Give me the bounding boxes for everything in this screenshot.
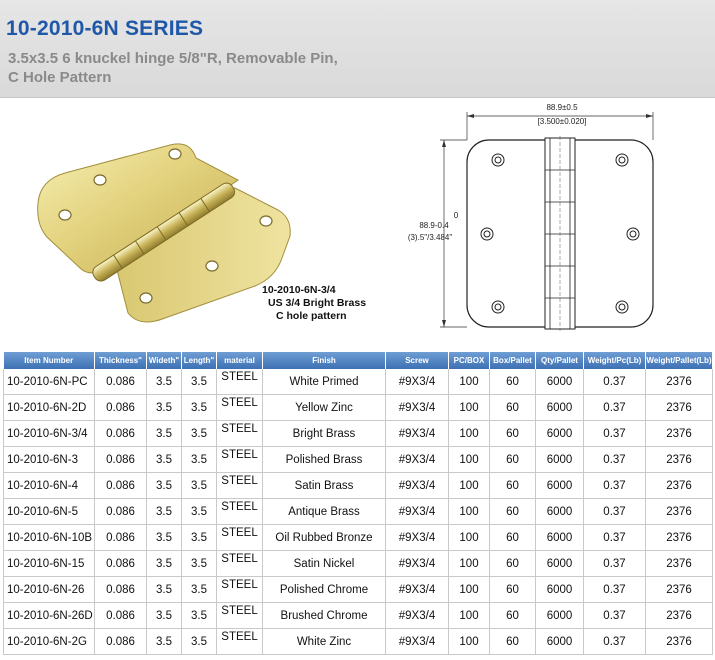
table-cell: 3.5 (147, 629, 182, 655)
table-cell: STEEL (217, 577, 263, 603)
table-row (4, 499, 713, 525)
table-cell: 100 (449, 369, 490, 395)
column-header: Screw (386, 352, 449, 369)
table-cell: 100 (449, 447, 490, 473)
table-header-row (4, 352, 713, 369)
table-cell: 6000 (536, 629, 584, 655)
table-cell: 6000 (536, 577, 584, 603)
table-cell: 3.5 (182, 577, 217, 603)
table-cell: #9X3/4 (386, 369, 449, 395)
subtitle-line-1: 3.5x3.5 6 knuckel hinge 5/8"R, Removable Pin, (8, 50, 338, 67)
table-cell: 60 (490, 369, 536, 395)
column-header: PC/BOX (449, 352, 490, 369)
table-cell: 100 (449, 551, 490, 577)
table-cell: 0.37 (584, 421, 646, 447)
table-cell: 6000 (536, 473, 584, 499)
table-cell: STEEL (217, 603, 263, 629)
table-cell: White Primed (263, 369, 386, 395)
table-row (4, 629, 713, 655)
table-cell: 10-2010-6N-4 (4, 473, 95, 499)
table-cell: 0.37 (584, 525, 646, 551)
table-cell: 0.086 (95, 603, 147, 629)
table-cell: 6000 (536, 447, 584, 473)
caption-hole-pattern: C hole pattern (276, 310, 347, 322)
table-cell: Satin Nickel (263, 551, 386, 577)
table-cell: 2376 (646, 551, 713, 577)
table-cell: STEEL (217, 395, 263, 421)
height-dimension-inch: (3).5"/3.484" (407, 233, 453, 242)
table-cell: 60 (490, 395, 536, 421)
table-cell: #9X3/4 (386, 551, 449, 577)
width-dimension: 88.9±0.5 (546, 103, 578, 112)
width-dimension-inch: [3.500±0.020] (537, 117, 587, 126)
table-cell: 3.5 (182, 473, 217, 499)
column-header: material (217, 352, 263, 369)
table-cell: 3.5 (182, 603, 217, 629)
table-cell: 3.5 (182, 525, 217, 551)
table-cell: 2376 (646, 629, 713, 655)
table-cell: 100 (449, 421, 490, 447)
table-cell: 0.37 (584, 551, 646, 577)
table-cell: 0.086 (95, 551, 147, 577)
caption-item-number: 10-2010-6N-3/4 (262, 284, 336, 296)
table-cell: 0.086 (95, 421, 147, 447)
table-row (4, 525, 713, 551)
table-cell: STEEL (217, 525, 263, 551)
table-cell: 60 (490, 421, 536, 447)
table-cell: 0.37 (584, 629, 646, 655)
series-title: 10-2010-6N SERIES (6, 17, 204, 40)
table-cell: 0.086 (95, 629, 147, 655)
column-header: Weight/Pc(Lb) (584, 352, 646, 369)
table-cell: 100 (449, 499, 490, 525)
table-row (4, 395, 713, 421)
table-cell: 2376 (646, 395, 713, 421)
table-cell: 6000 (536, 551, 584, 577)
column-header: Qty/Pallet (536, 352, 584, 369)
table-row (4, 369, 713, 395)
table-cell: 10-2010-6N-2D (4, 395, 95, 421)
table-cell: 3.5 (147, 603, 182, 629)
table-cell: 2376 (646, 499, 713, 525)
product-subtitle (8, 49, 338, 87)
table-cell: STEEL (217, 447, 263, 473)
table-cell: 2376 (646, 525, 713, 551)
table-cell: 100 (449, 629, 490, 655)
column-header: Length" (182, 352, 217, 369)
column-header: Item Number (4, 352, 95, 369)
table-cell: 0.37 (584, 577, 646, 603)
table-cell: 60 (490, 473, 536, 499)
table-cell: 0.37 (584, 369, 646, 395)
table-cell: 10-2010-6N-3/4 (4, 421, 95, 447)
table-cell: 3.5 (182, 629, 217, 655)
table-cell: 100 (449, 473, 490, 499)
table-cell: Brushed Chrome (263, 603, 386, 629)
table-row (4, 577, 713, 603)
table-cell: #9X3/4 (386, 447, 449, 473)
table-cell: 0.086 (95, 473, 147, 499)
table-cell: #9X3/4 (386, 603, 449, 629)
table-cell: Satin Brass (263, 473, 386, 499)
table-cell: 3.5 (147, 369, 182, 395)
spec-table (3, 352, 713, 655)
table-cell: 0.37 (584, 499, 646, 525)
table-cell: STEEL (217, 499, 263, 525)
table-cell: #9X3/4 (386, 525, 449, 551)
subtitle-line-2: C Hole Pattern (8, 69, 112, 86)
table-cell: 60 (490, 603, 536, 629)
table-cell: 0.086 (95, 499, 147, 525)
table-cell: STEEL (217, 551, 263, 577)
height-tolerance-upper: 0 (453, 211, 459, 220)
table-cell: 6000 (536, 603, 584, 629)
table-cell: Yellow Zinc (263, 395, 386, 421)
table-cell: 0.086 (95, 447, 147, 473)
table-cell: 10-2010-6N-10B (4, 525, 95, 551)
column-header: Weight/Pallet(Lb) (646, 352, 713, 369)
table-cell: 60 (490, 499, 536, 525)
technical-drawing (400, 100, 690, 340)
table-cell: 10-2010-6N-26D (4, 603, 95, 629)
table-cell: 3.5 (147, 421, 182, 447)
table-row (4, 551, 713, 577)
table-cell: #9X3/4 (386, 499, 449, 525)
photo-caption (262, 284, 366, 323)
table-row (4, 473, 713, 499)
table-cell: 2376 (646, 447, 713, 473)
table-cell: 2376 (646, 603, 713, 629)
table-cell: 3.5 (147, 525, 182, 551)
table-cell: 6000 (536, 525, 584, 551)
table-cell: 0.37 (584, 447, 646, 473)
table-cell: 3.5 (182, 421, 217, 447)
table-cell: 0.086 (95, 577, 147, 603)
table-cell: 2376 (646, 577, 713, 603)
table-cell: 10-2010-6N-PC (4, 369, 95, 395)
table-cell: Antique Brass (263, 499, 386, 525)
table-cell: Polished Chrome (263, 577, 386, 603)
table-cell: Bright Brass (263, 421, 386, 447)
table-cell: Polished Brass (263, 447, 386, 473)
table-cell: 100 (449, 603, 490, 629)
table-cell: 2376 (646, 369, 713, 395)
column-header: Wideth" (147, 352, 182, 369)
table-cell: 60 (490, 447, 536, 473)
table-cell: 3.5 (182, 447, 217, 473)
table-cell: 10-2010-6N-26 (4, 577, 95, 603)
table-cell: 100 (449, 395, 490, 421)
table-cell: 6000 (536, 369, 584, 395)
table-body (4, 369, 713, 655)
table-row (4, 603, 713, 629)
table-cell: 3.5 (147, 473, 182, 499)
table-cell: 60 (490, 525, 536, 551)
table-cell: 6000 (536, 421, 584, 447)
table-row (4, 421, 713, 447)
table-cell: #9X3/4 (386, 395, 449, 421)
table-cell: 3.5 (182, 369, 217, 395)
table-cell: 3.5 (182, 551, 217, 577)
table-cell: 0.37 (584, 603, 646, 629)
table-cell: 10-2010-6N-5 (4, 499, 95, 525)
table-cell: #9X3/4 (386, 473, 449, 499)
table-cell: STEEL (217, 629, 263, 655)
table-cell: #9X3/4 (386, 577, 449, 603)
table-cell: 2376 (646, 421, 713, 447)
table-cell: Oil Rubbed Bronze (263, 525, 386, 551)
table-cell: White Zinc (263, 629, 386, 655)
table-cell: 3.5 (182, 499, 217, 525)
table-cell: #9X3/4 (386, 421, 449, 447)
table-cell: 3.5 (147, 447, 182, 473)
table-cell: 0.086 (95, 395, 147, 421)
table-cell: 10-2010-6N-3 (4, 447, 95, 473)
table-cell: 2376 (646, 473, 713, 499)
table-cell: 100 (449, 577, 490, 603)
table-cell: STEEL (217, 421, 263, 447)
table-cell: 100 (449, 525, 490, 551)
table-cell: 3.5 (147, 395, 182, 421)
header-banner (0, 0, 715, 98)
table-cell: 3.5 (147, 499, 182, 525)
table-cell: 10-2010-6N-2G (4, 629, 95, 655)
table-cell: 6000 (536, 499, 584, 525)
table-cell: #9X3/4 (386, 629, 449, 655)
table-cell: 3.5 (182, 395, 217, 421)
height-dimension: 88.9-0.4 (419, 221, 449, 230)
table-cell: 3.5 (147, 577, 182, 603)
table-cell: 0.37 (584, 473, 646, 499)
table-cell: 6000 (536, 395, 584, 421)
table-cell: 3.5 (147, 551, 182, 577)
caption-finish: US 3/4 Bright Brass (268, 297, 367, 309)
table-cell: 60 (490, 577, 536, 603)
table-cell: STEEL (217, 369, 263, 395)
table-cell: 0.086 (95, 525, 147, 551)
column-header: Thickness" (95, 352, 147, 369)
table-cell: 0.086 (95, 369, 147, 395)
table-cell: 0.37 (584, 395, 646, 421)
column-header: Finish (263, 352, 386, 369)
table-row (4, 447, 713, 473)
table-cell: 10-2010-6N-15 (4, 551, 95, 577)
table-cell: STEEL (217, 473, 263, 499)
table-cell: 60 (490, 551, 536, 577)
column-header: Box/Pallet (490, 352, 536, 369)
table-cell: 60 (490, 629, 536, 655)
